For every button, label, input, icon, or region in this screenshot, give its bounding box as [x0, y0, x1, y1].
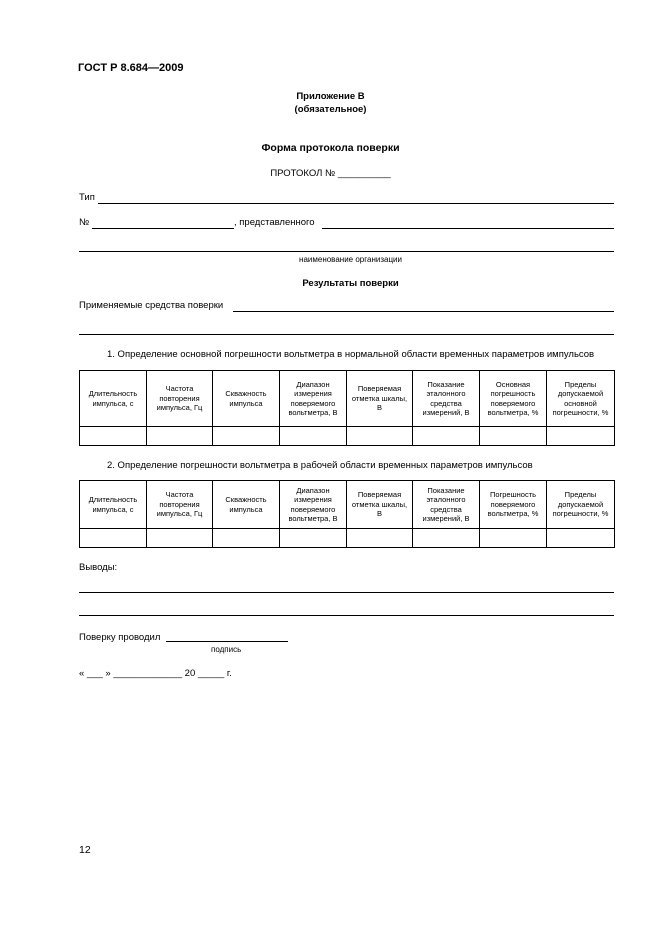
table2-header-duty: Скважность импульса [213, 481, 280, 529]
results-table-2 [79, 480, 615, 548]
table1-header-duration: Длительность импульса, с [80, 371, 147, 427]
table1-header-range: Диапазон измерения поверяемого вольтметра, В [280, 371, 347, 427]
table2-header-duration: Длительность импульса, с [80, 481, 147, 529]
appendix-title: Приложение В [296, 91, 365, 102]
table1-header-reference-reading: Показание эталонного средства измерений, В [413, 371, 480, 427]
type-field-line [98, 203, 614, 204]
table-cell[interactable] [347, 529, 413, 548]
table2-header-range: Диапазон измерения поверяемого вольтметра, В [280, 481, 347, 529]
means-field-line-2 [79, 334, 614, 335]
table-cell[interactable] [480, 529, 547, 548]
standard-header: ГОСТ Р 8.684—2009 [78, 62, 184, 74]
table-cell[interactable] [147, 427, 213, 446]
table-cell[interactable] [413, 529, 480, 548]
table-cell[interactable] [547, 529, 615, 548]
table-cell[interactable] [280, 529, 347, 548]
organization-field-line [79, 251, 614, 252]
form-title: Форма протокола поверки [261, 142, 400, 154]
page-number: 12 [79, 844, 91, 856]
presented-field-line [322, 228, 614, 229]
table-cell[interactable] [213, 427, 280, 446]
means-field-line [233, 311, 614, 312]
table-cell[interactable] [213, 529, 280, 548]
table1-header-frequency: Частота повторения импульса, Гц [147, 371, 213, 427]
table-cell[interactable] [480, 427, 547, 446]
table1-header-duty: Скважность импульса [213, 371, 280, 427]
type-label: Тип [79, 192, 95, 203]
signature-line [166, 641, 288, 642]
number-field-line [92, 228, 234, 229]
table-cell[interactable] [80, 529, 147, 548]
table2-header-frequency: Частота повторения импульса, Гц [147, 481, 213, 529]
table1-header-scale-mark: Поверяемая отметка шкалы, В [347, 371, 413, 427]
date-line: « ___ » _____________ 20 _____ г. [79, 668, 232, 679]
table2-header-error: Погрешность поверяемого вольтметра, % [480, 481, 547, 529]
section1-title: 1. Определение основной погрешности вольтметра в нормальной области временных параметров импульсов [107, 349, 595, 360]
results-title: Результаты поверки [302, 278, 399, 289]
results-table-1 [79, 370, 615, 446]
means-label: Применяемые средства поверки [79, 300, 224, 311]
appendix-note: (обязательное) [294, 104, 367, 115]
conclusions-line-1 [79, 592, 614, 593]
organization-caption: наименование организации [299, 255, 402, 264]
verifier-label: Поверку проводил [79, 632, 161, 643]
table-row [80, 427, 615, 446]
protocol-label: ПРОТОКОЛ № __________ [270, 168, 391, 179]
table-cell[interactable] [413, 427, 480, 446]
table2-header-reference-reading: Показание эталонного средства измерений, В [413, 481, 480, 529]
number-label: № [79, 217, 90, 228]
table-cell[interactable] [347, 427, 413, 446]
table2-header-error-limits: Пределы допускаемой погрешности, % [547, 481, 615, 529]
conclusions-label: Выводы: [79, 562, 118, 573]
conclusions-line-2 [79, 615, 614, 616]
table-cell[interactable] [547, 427, 615, 446]
table-cell[interactable] [280, 427, 347, 446]
signature-caption: подпись [211, 645, 242, 654]
presented-label: , представленного [234, 217, 315, 228]
table-cell[interactable] [147, 529, 213, 548]
section2-title: 2. Определение погрешности вольтметра в рабочей области временных параметров импульсов [107, 460, 533, 471]
table1-header-basic-error: Основная погрешность поверяемого вольтметра, % [480, 371, 547, 427]
table2-header-scale-mark: Поверяемая отметка шкалы, В [347, 481, 413, 529]
table-row [80, 529, 615, 548]
table-cell[interactable] [80, 427, 147, 446]
table1-header-error-limits: Пределы допускаемой основной погрешности, % [547, 371, 615, 427]
